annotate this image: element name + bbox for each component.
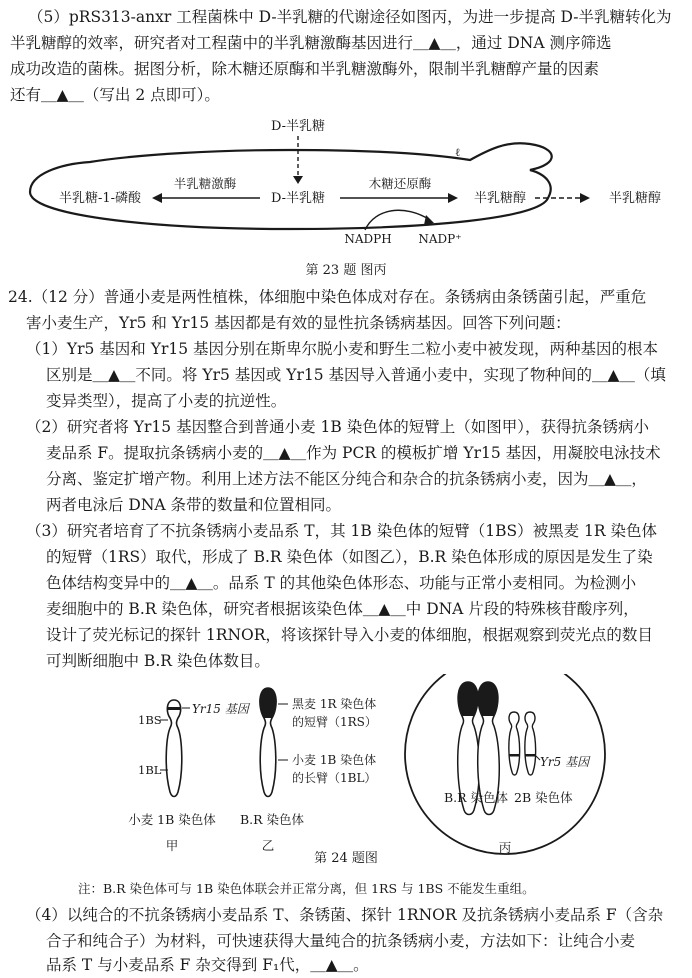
q24-line-18: 品系 T 与小麦品系 F 杂交得到 F₁代，＿▲＿。 [46,956,369,974]
xylose-reductase-label: 木糖还原酶 [368,176,432,191]
galactokinase-label: 半乳糖激酶 [173,176,237,191]
label-1bs: 1BS [138,713,162,727]
arrow-left-icon [152,193,162,203]
bl-label-line-2: 的长臂（1BL） [292,771,377,785]
q24-note: 注：B.R 染色体可与 1B 染色体联会并正常分离，但 1RS 与 1BS 不能发生重组。 [78,881,535,896]
galactitol-outside-label: 半乳糖醇 [608,191,662,206]
q24-line-3: （1）Yr5 基因和 Yr15 基因分别在斯卑尔脱小麦和野生二粒小麦中被发现，两种基因的根本 [26,340,659,358]
q24-line-8: 分离、鉴定扩增产物。利用上述方法不能区分纯合和杂合的抗条锈病小麦，因为＿▲＿， [46,470,647,488]
galactitol-inside-label: 半乳糖醇 [473,191,527,206]
q24-line-16: （4）以纯合的不抗条锈病小麦品系 T、条锈菌、探针 1RNOR 及抗条锈病小麦品系 F（含杂 [26,906,664,924]
arrow-down-icon [293,176,303,184]
label-jia: 甲 [165,838,179,853]
q24-line-17: 合子和纯合子）为材料，可快速获得大量纯合的抗条锈病小麦，方法如下：让纯合小麦 [46,932,636,950]
yeast-cell-outline [30,143,552,229]
q24-line-4: 区别是＿▲＿不同。将 Yr5 基因或 Yr15 基因导入普通小麦中，实现了物种间的＿▲＿（填 [46,366,666,384]
label-yi: 乙 [261,838,275,853]
arrow-right-icon [448,193,458,203]
label-bing: 丙 [498,840,512,855]
yr15-band [168,707,180,710]
figure-23-caption: 第 23 题 图丙 [305,263,387,278]
q24-line-11: 的短臂（1RS）取代，形成了 B.R 染色体（如图乙），B.R 染色体形成的原因是发生了染 [46,548,653,566]
q24-line-10: （3）研究者培育了不抗条锈病小麦品系 T，其 1B 染色体的短臂（1BS）被黑麦 1R 染色体 [26,522,657,540]
chromosome-figure [0,674,692,874]
q23-p5-line-1: （5）pRS313-anxr 工程菌株中 D-半乳糖的代谢途径如图丙，为进一步提高 D-半乳糖转化为 [28,8,672,26]
metabolic-pathway-diagram [0,112,692,267]
yr15-gene-label: Yr15 基因 [192,702,249,716]
yr5-gene-label: Yr5 基因 [540,755,590,769]
q24-line-6: （2）研究者将 Yr15 基因整合到普通小麦 1B 染色体的短臂上（如图甲），获得抗条锈病小 [26,418,649,436]
q24-line-1: 24.（12 分）普通小麦是两性植株，体细胞中染色体成对存在。条锈病由条锈菌引起，严重危 [8,288,647,306]
2b-chromosome-pair [509,712,536,775]
q24-line-2: 害小麦生产，Yr5 和 Yr15 基因都是有效的显性抗条锈病基因。回答下列问题： [26,314,571,332]
nadp-label: NADP⁺ [418,232,462,246]
bud-mark: ℓ [455,146,461,159]
arrow-out-icon [580,193,590,203]
caption-1b-chromosome: 小麦 1B 染色体 [128,812,216,827]
q23-p5-line-2: 半乳糖醇的效率，研究者对工程菌中的半乳糖激酶基因进行＿▲＿，通过 DNA 测序筛选 [10,34,612,52]
2b-chromosome-cell-label: 2B 染色体 [514,790,573,805]
q24-line-14: 设计了荧光标记的探针 1RNOR，将该探针导入小麦的体细胞，根据观察到荧光点的数目 [46,626,653,644]
q24-line-5: 变异类型），提高了小麦的抗逆性。 [46,392,287,410]
q24-line-15: 可判断细胞中 B.R 染色体数目。 [46,652,270,670]
chromosome-br-1rs [260,688,276,718]
rs-label-line-1: 黑麦 1R 染色体 [292,697,377,711]
q24-line-9: 两者电泳后 DNA 条带的数量和位置相同。 [46,496,342,514]
br-chromosome-cell-label: B.R 染色体 [444,790,509,805]
figure-24-caption: 第 24 题图 [314,851,378,866]
q23-p5-line-3: 成功改造的菌株。据图分析，除木糖还原酶和半乳糖激酶外，限制半乳糖醇产量的因素 [10,60,600,78]
chromosome-1b [166,700,182,797]
d-galactose-center-label: D-半乳糖 [270,191,326,206]
rs-label-line-2: 的短臂（1RS） [292,715,377,729]
galactose-1-phosphate-label: 半乳糖-1-磷酸 [58,191,142,206]
q24-line-7: 麦品系 F。提取抗条锈病小麦的＿▲＿作为 PCR 的模板扩增 Yr15 基因，用凝胶电泳技术 [46,444,661,462]
d-galactose-outside-label: D-半乳糖 [270,119,326,134]
bl-label-line-1: 小麦 1B 染色体 [292,753,377,767]
label-1bl: 1BL [138,763,162,777]
q23-p5-line-4: 还有＿▲＿（写出 2 点即可）。 [10,86,220,104]
q24-line-13: 麦细胞中的 B.R 染色体，研究者根据该染色体＿▲＿中 DNA 片段的特殊核苷酸序列， [46,600,639,618]
caption-br-chromosome: B.R 染色体 [239,812,305,827]
nadph-label: NADPH [344,232,392,246]
q24-line-12: 色体结构变异中的＿▲＿。品系 T 的其他染色体形态、功能与正常小麦相同。为检测小 [46,574,637,592]
